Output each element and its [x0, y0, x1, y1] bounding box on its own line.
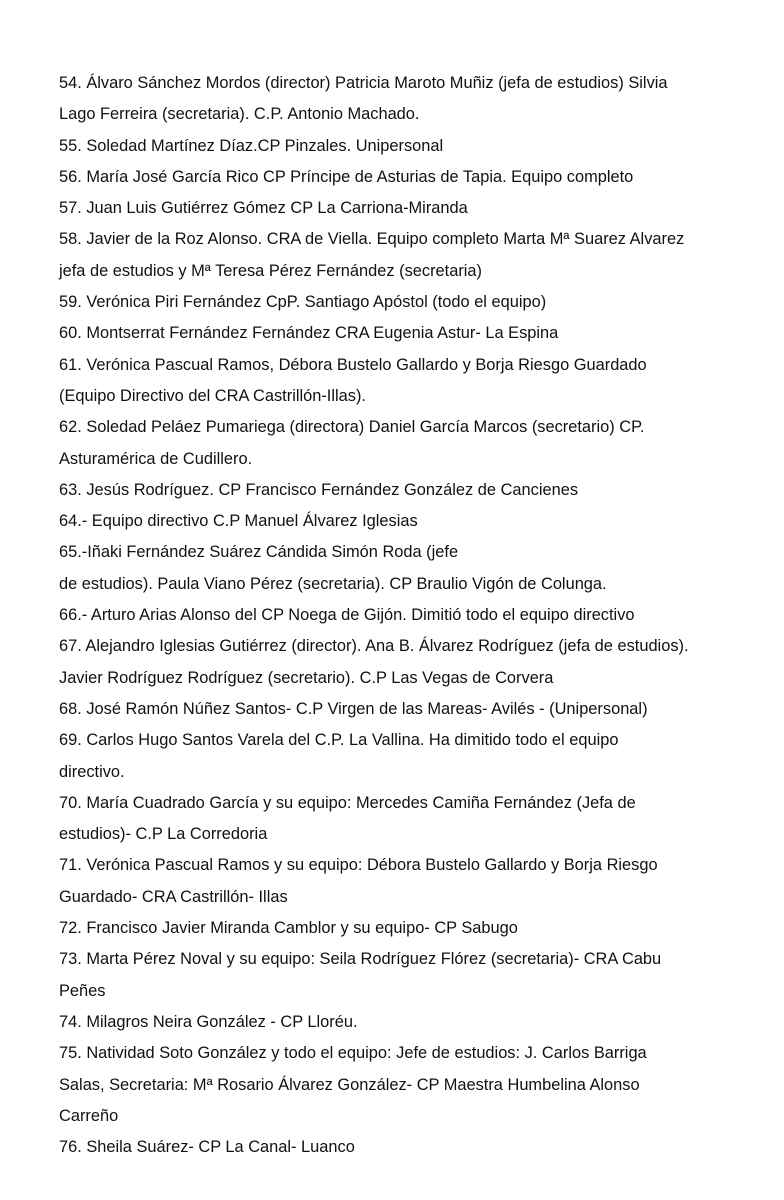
text-line: 70. María Cuadrado García y su equipo: Mercedes Camiña Fernández (Jefa de — [59, 793, 636, 812]
text-line: Lago Ferreira (secretaria). C.P. Antonio Machado. — [59, 105, 420, 124]
text-line: Carreño — [59, 1106, 119, 1125]
text-line: 73. Marta Pérez Noval y su equipo: Seila Rodríguez Flórez (secretaria)- CRA Cabu — [59, 950, 662, 969]
text-line: 61. Verónica Pascual Ramos, Débora Bustelo Gallardo y Borja Riesgo Guardado — [59, 355, 647, 374]
text-line: 56. María José García Rico CP Príncipe de Asturias de Tapia. Equipo completo — [59, 167, 634, 186]
text-line: 71. Verónica Pascual Ramos y su equipo: Débora Bustelo Gallardo y Borja Riesgo — [59, 856, 658, 875]
text-line: 75. Natividad Soto González y todo el equipo: Jefe de estudios: J. Carlos Barriga — [59, 1044, 647, 1063]
text-line: estudios)- C.P La Corredoria — [59, 825, 268, 844]
text-line: Peñes — [59, 981, 106, 1000]
text-line: Asturamérica de Cudillero. — [59, 449, 253, 468]
text-line: 74. Milagros Neira González - CP Lloréu. — [59, 1012, 358, 1031]
text-line: 64.- Equipo directivo C.P Manuel Álvarez Iglesias — [59, 512, 418, 531]
text-line: 67. Alejandro Iglesias Gutiérrez (director). Ana B. Álvarez Rodríguez (jefa de estudios). — [59, 637, 689, 656]
document-page — [59, 68, 769, 1163]
text-line: 63. Jesús Rodríguez. CP Francisco Fernández González de Cancienes — [59, 480, 579, 499]
text-line: 72. Francisco Javier Miranda Camblor y su equipo- CP Sabugo — [59, 919, 518, 938]
text-line: Salas, Secretaria: Mª Rosario Álvarez González- CP Maestra Humbelina Alonso — [59, 1075, 640, 1094]
text-line: 68. José Ramón Núñez Santos- C.P Virgen de las Mareas- Avilés - (Unipersonal) — [59, 699, 648, 718]
text-line: 65.-Iñaki Fernández Suárez Cándida Simón Roda (jefe — [59, 543, 459, 562]
text-line: Guardado- CRA Castrillón- Illas — [59, 887, 288, 906]
text-line: 59. Verónica Piri Fernández CpP. Santiago Apóstol (todo el equipo) — [59, 293, 547, 312]
text-line: Javier Rodríguez Rodríguez (secretario). C.P Las Vegas de Corvera — [59, 668, 554, 687]
text-line: 54. Álvaro Sánchez Mordos (director) Patricia Maroto Muñiz (jefa de estudios) Silvia — [59, 74, 668, 92]
text-line: 60. Montserrat Fernández Fernández CRA Eugenia Astur- La Espina — [59, 324, 559, 343]
text-line: 76. Sheila Suárez- CP La Canal- Luanco — [59, 1138, 355, 1157]
text-line: directivo. — [59, 762, 125, 781]
text-line: 62. Soledad Peláez Pumariega (directora) Daniel García Marcos (secretario) CP. — [59, 418, 645, 437]
text-line: 66.- Arturo Arias Alonso del CP Noega de Gijón. Dimitió todo el equipo directivo — [59, 606, 635, 625]
text-line: 55. Soledad Martínez Díaz.CP Pinzales. Unipersonal — [59, 136, 444, 155]
text-line: 57. Juan Luis Gutiérrez Gómez CP La Carriona-Miranda — [59, 199, 468, 218]
text-line: 58. Javier de la Roz Alonso. CRA de Viella. Equipo completo Marta Mª Suarez Alvarez — [59, 230, 685, 249]
text-line: de estudios). Paula Viano Pérez (secretaria). CP Braulio Vigón de Colunga. — [59, 574, 607, 593]
text-line: 69. Carlos Hugo Santos Varela del C.P. La Vallina. Ha dimitido todo el equipo — [59, 731, 619, 750]
text-line: jefa de estudios y Mª Teresa Pérez Fernández (secretaria) — [59, 261, 483, 280]
text-line: (Equipo Directivo del CRA Castrillón-Illas). — [59, 386, 366, 405]
